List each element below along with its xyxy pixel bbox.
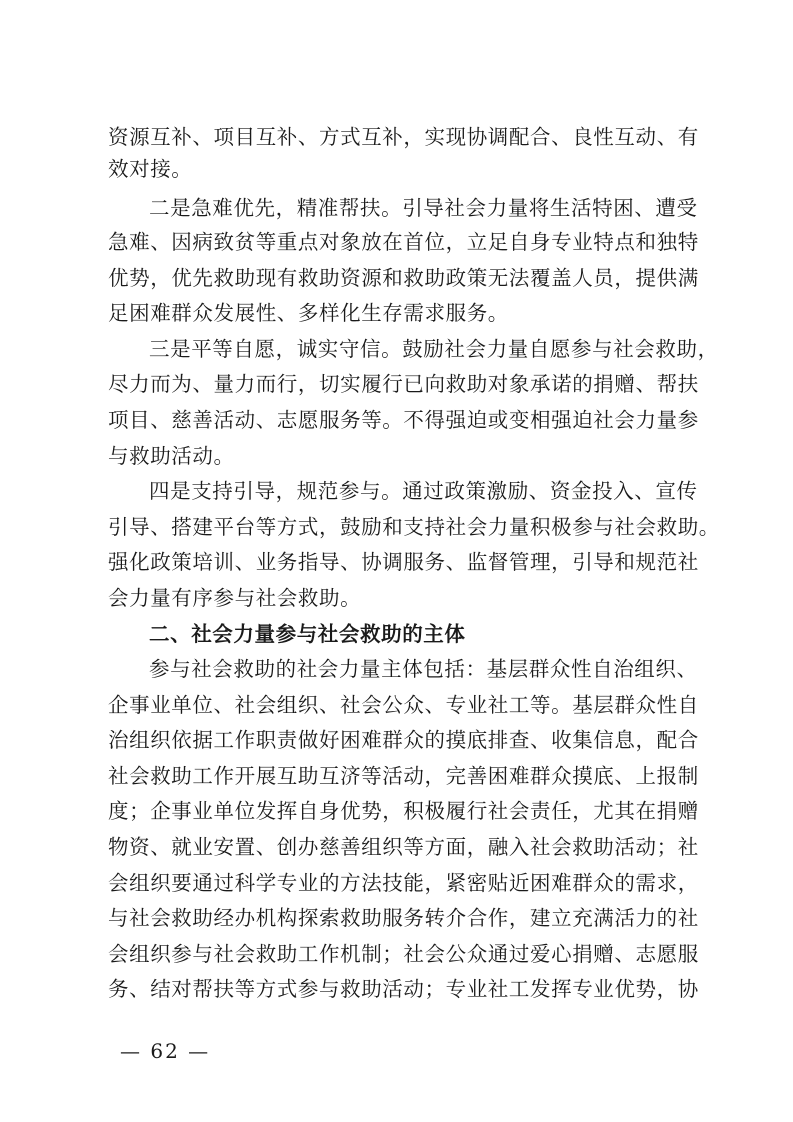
- paragraph-line: 社会救助工作开展互助互济等活动，完善困难群众摸底、上报制: [108, 764, 699, 788]
- paragraph-line: 与救助活动。: [108, 444, 235, 468]
- paragraph-line: 度；企事业单位发挥自身优势，积极履行社会责任，尤其在捐赠: [108, 799, 699, 823]
- paragraph-line: 强化政策培训、业务指导、协调服务、监督管理，引导和规范社: [108, 550, 699, 574]
- paragraph-line: 资源互补、项目互补、方式互补，实现协调配合、良性互动、有: [108, 125, 699, 149]
- paragraph-line: 物资、就业安置、创办慈善组织等方面，融入社会救助活动；社: [108, 835, 699, 859]
- paragraph-line: 参与社会救助的社会力量主体包括：基层群众性自治组织、: [149, 657, 698, 681]
- paragraph-line: 四是支持引导，规范参与。通过政策激励、资金投入、宣传: [149, 479, 698, 503]
- paragraph-line: 会组织要通过科学专业的方法技能，紧密贴近困难群众的需求，: [108, 871, 699, 895]
- paragraph-line: 尽力而为、量力而行，切实履行已向救助对象承诺的捐赠、帮扶: [108, 372, 699, 396]
- paragraph-line: 会组织参与社会救助工作机制；社会公众通过爱心捐赠、志愿服: [108, 942, 699, 966]
- paragraph-line: 优势，优先救助现有救助资源和救助政策无法覆盖人员，提供满: [108, 266, 699, 290]
- section-heading: 二、社会力量参与社会救助的主体: [149, 622, 466, 646]
- paragraph-line: 企事业单位、社会组织、社会公众、专业社工等。基层群众性自: [108, 693, 699, 717]
- page-number: — 62 —: [120, 1039, 211, 1063]
- paragraph-line: 治组织依据工作职责做好困难群众的摸底排查、收集信息，配合: [108, 728, 699, 752]
- paragraph-line: 与社会救助经办机构探索救助服务转介合作，建立充满活力的社: [108, 906, 699, 930]
- paragraph-line: 急难、因病致贫等重点对象放在首位，立足自身专业特点和独特: [108, 230, 699, 254]
- paragraph-line: 会力量有序参与社会救助。: [108, 586, 362, 610]
- paragraph-line: 三是平等自愿，诚实守信。鼓励社会力量自愿参与社会救助，: [149, 337, 719, 361]
- paragraph-line: 二是急难优先，精准帮扶。引导社会力量将生活特困、遭受: [149, 196, 698, 220]
- paragraph-line: 引导、搭建平台等方式，鼓励和支持社会力量积极参与社会救助。: [108, 515, 720, 539]
- paragraph-line: 效对接。: [108, 157, 193, 181]
- paragraph-line: 务、结对帮扶等方式参与救助活动；专业社工发挥专业优势，协: [108, 977, 699, 1001]
- paragraph-line: 项目、慈善活动、志愿服务等。不得强迫或变相强迫社会力量参: [108, 408, 699, 432]
- paragraph-line: 足困难群众发展性、多样化生存需求服务。: [108, 301, 509, 325]
